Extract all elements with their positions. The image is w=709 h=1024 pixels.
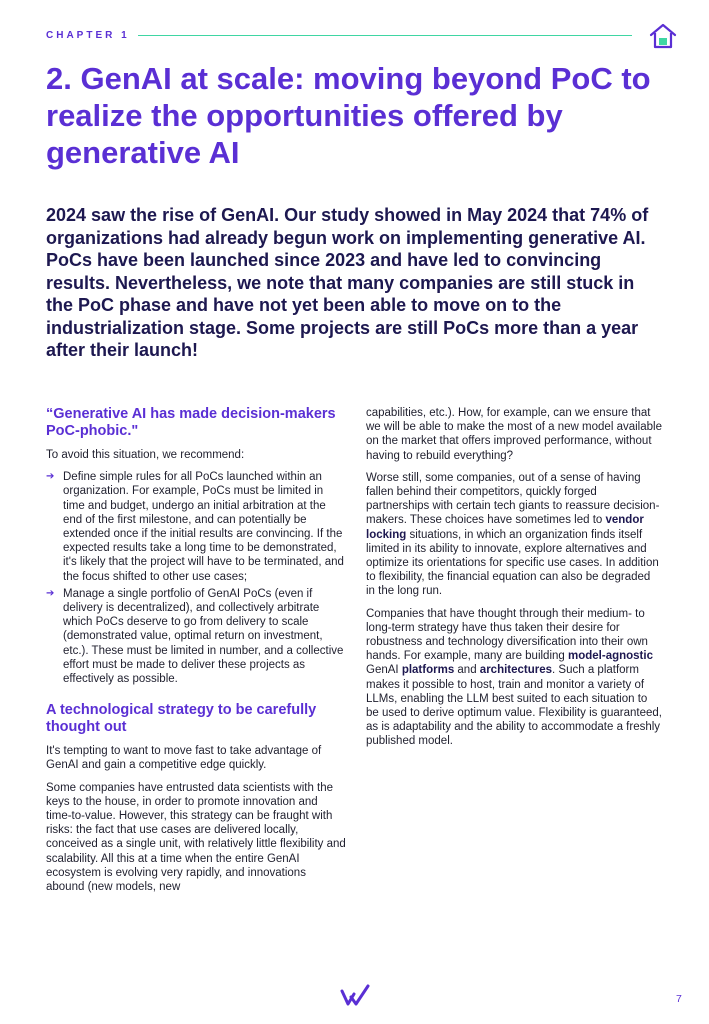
- chapter-divider: [138, 35, 632, 36]
- intro-paragraph: 2024 saw the rise of GenAI. Our study showed in May 2024 that 74% of organizations had already begun work on implementing generative AI. PoCs have been launched since 2023 and have led to convincing results. Nevertheless, we note that many companies are still stuck in the PoC phase and have not yet been able to move on to the industrialization stage. Some projects are still PoCs more than a year after their launch!: [46, 205, 649, 360]
- text-run: . Such a platform makes it possible to host, train and monitor a variety of LLMs, enabling the LLM best suited to each situation to be used to derive optimum value. Flexibility is guaranteed, as is adaptability and the ability to accommodate a freshly published model.: [366, 664, 662, 748]
- text-run: Companies that have thought through their medium- to long-term strategy have thus taken their desire for robustness and technology diversification into their own hands. For example, many are building: [366, 607, 648, 663]
- text-run: GenAI: [366, 664, 402, 677]
- text-run: situations, in which an organization finds itself limited in its ability to innovate, explore alternatives and optimize its orientations for specific use cases. In addition to flexibility, the financial equation can also be degraded in the long run.: [366, 528, 659, 598]
- chapter-header: [46, 21, 680, 51]
- home-icon[interactable]: [648, 21, 678, 51]
- list-item: [46, 470, 346, 584]
- recommendation-list: [46, 470, 346, 686]
- bold-term: vendor locking: [366, 514, 644, 541]
- list-item: [46, 587, 346, 686]
- list-item-text: Define simple rules for all PoCs launched within an organization. For example, PoCs must be limited in time and budget, undergo an initial arbitration at the end of the first milestone, and can potentially be extended once if the initial results are convincing. If the expected results take a long time to be demonstrated, it's likely that the project will have to be terminated, and the focus shifted to other use cases;: [63, 471, 344, 583]
- chapter-label: CHAPTER 1: [46, 30, 130, 41]
- bold-term: platforms: [401, 664, 455, 677]
- body-paragraph: [366, 607, 662, 749]
- recommendation-lead: To avoid this situation, we recommend:: [46, 449, 245, 461]
- text-run: and: [454, 664, 480, 677]
- body-paragraph: It's tempting to want to move fast to take advantage of GenAI and gain a competitive edge quickly.: [46, 745, 322, 772]
- arrow-right-icon: ➔: [46, 471, 55, 483]
- text-run: Worse still, some companies, out of a sense of having fallen behind their competitors, quickly forged partnerships with certain tech giants to reassure decision-makers. These choices have sometimes led to: [366, 471, 660, 527]
- pull-quote: “Generative AI has made decision-makers PoC-phobic.": [46, 406, 336, 439]
- bold-term: architectures: [479, 664, 553, 677]
- left-column: [46, 406, 346, 902]
- section-subheading: A technological strategy to be carefully thought out: [46, 702, 317, 736]
- body-paragraph: [366, 471, 662, 599]
- page-title: 2. GenAI at scale: moving beyond PoC to realize the opportunities offered by generative AI: [46, 61, 651, 170]
- body-paragraph: capabilities, etc.). How, for example, can we ensure that we will be able to make the most of a new model available on the market that offers improved performance, without having to rebuild everything?: [366, 407, 662, 462]
- wavestone-logo-icon: [340, 983, 370, 1007]
- bold-term: model-agnostic: [568, 650, 653, 663]
- list-item-text: Manage a single portfolio of GenAI PoCs (even if delivery is decentralized), and collectively arbitrate which PoCs deserve to go from delivery to scale (demonstrated value, optimal return on investment, etc.). These must be limited in number, and a collective effort must be made to deliver these projects as effectively as possible.: [63, 587, 344, 686]
- arrow-right-icon: ➔: [46, 587, 55, 599]
- page-number: 7: [676, 993, 682, 1005]
- right-column: [366, 406, 662, 757]
- body-paragraph: Some companies have entrusted data scientists with the keys to the house, in order to promote innovation and time-to-value. However, this strategy can be fraught with risks: the fact that use cases are delivered locally, conceived as a single unit, with relatively little flexibility and scalability. All this at a time when the entire GenAI ecosystem is evolving very rapidly, and innovations abound (new models, new: [46, 781, 346, 894]
